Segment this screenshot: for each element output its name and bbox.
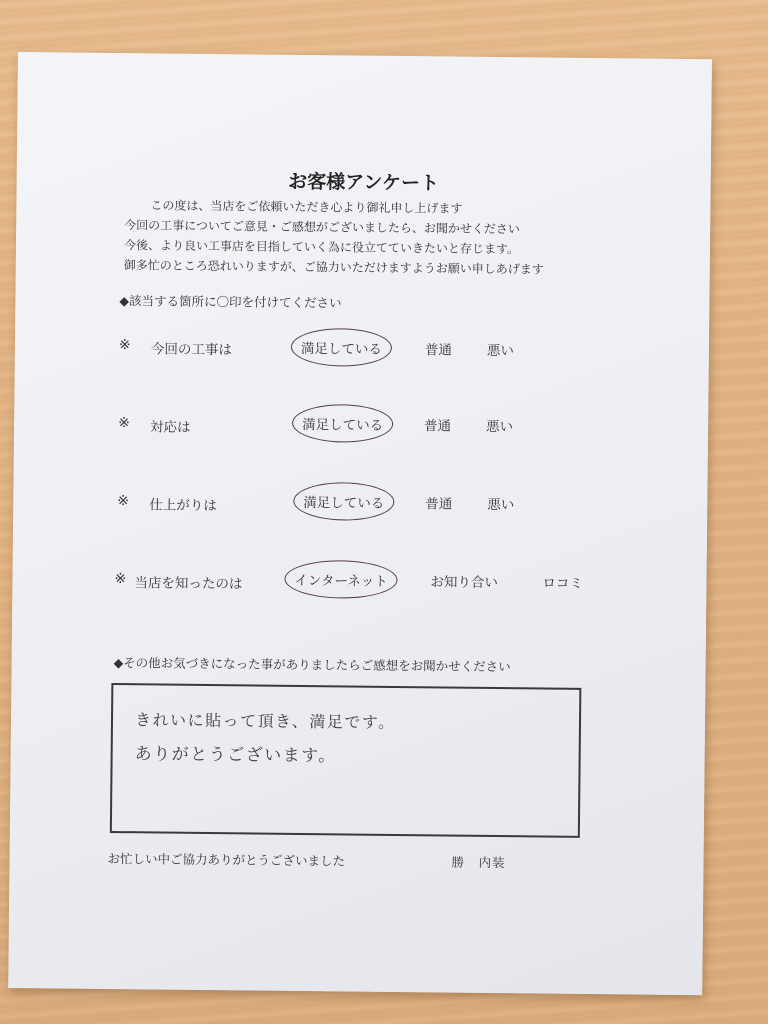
option-satisfied[interactable]: 満足している <box>301 337 382 358</box>
option-bad[interactable]: 悪い <box>486 342 514 360</box>
option-acquaintance[interactable]: お知り合い <box>430 574 499 592</box>
comment-line: きれいに貼って頂き、満足です。 <box>134 710 396 732</box>
option-word-of-mouth[interactable]: ロコミ <box>542 575 584 592</box>
comment-box[interactable] <box>110 683 582 838</box>
reference-mark: ※ <box>114 571 127 588</box>
question-label: 対応は <box>149 419 191 436</box>
intro-line: 今回の工事についてご意見・ご感想がございましたら、お聞かせください <box>124 218 521 237</box>
footer-thanks: お忙しい中ご協力ありがとうございました <box>107 850 346 869</box>
option-internet[interactable]: インターネット <box>294 569 388 590</box>
question-label: 今回の工事は <box>150 341 232 359</box>
intro-line: 御多忙のところ恐れいりますが、ご協力いただけますようお願い申しあげます <box>123 258 544 277</box>
option-bad[interactable]: 悪い <box>487 496 515 514</box>
page-title: お客様アンケート <box>288 170 440 195</box>
comment-line: ありがとうございます。 <box>134 744 337 767</box>
instruction-text: ◆該当する箇所に〇印を付けてください <box>119 293 342 311</box>
intro-line: この度は、当店をご依頼いただき心より御礼申し上げます <box>150 198 463 216</box>
option-normal[interactable]: 普通 <box>424 342 452 359</box>
intro-line: 今後、より良い工事店を目指していく為に役立てていきたいと存じます。 <box>123 238 520 257</box>
reference-mark: ※ <box>118 415 130 432</box>
question-label: 仕上がりは <box>149 497 217 515</box>
option-bad[interactable]: 悪い <box>486 418 514 436</box>
option-satisfied[interactable]: 満足している <box>302 413 383 434</box>
reference-mark: ※ <box>118 337 131 354</box>
comments-heading: ◆その他お気づきになった事がありましたらご感想をお聞かせください <box>113 655 511 675</box>
option-normal[interactable]: 普通 <box>424 418 452 435</box>
option-satisfied[interactable]: 満足している <box>303 491 384 512</box>
survey-sheet <box>8 52 712 995</box>
company-name: 勝 内装 <box>451 854 506 871</box>
intro-text <box>124 195 645 280</box>
question-label: 当店を知ったのは <box>134 575 243 593</box>
option-normal[interactable]: 普通 <box>425 496 453 513</box>
reference-mark: ※ <box>117 493 130 510</box>
